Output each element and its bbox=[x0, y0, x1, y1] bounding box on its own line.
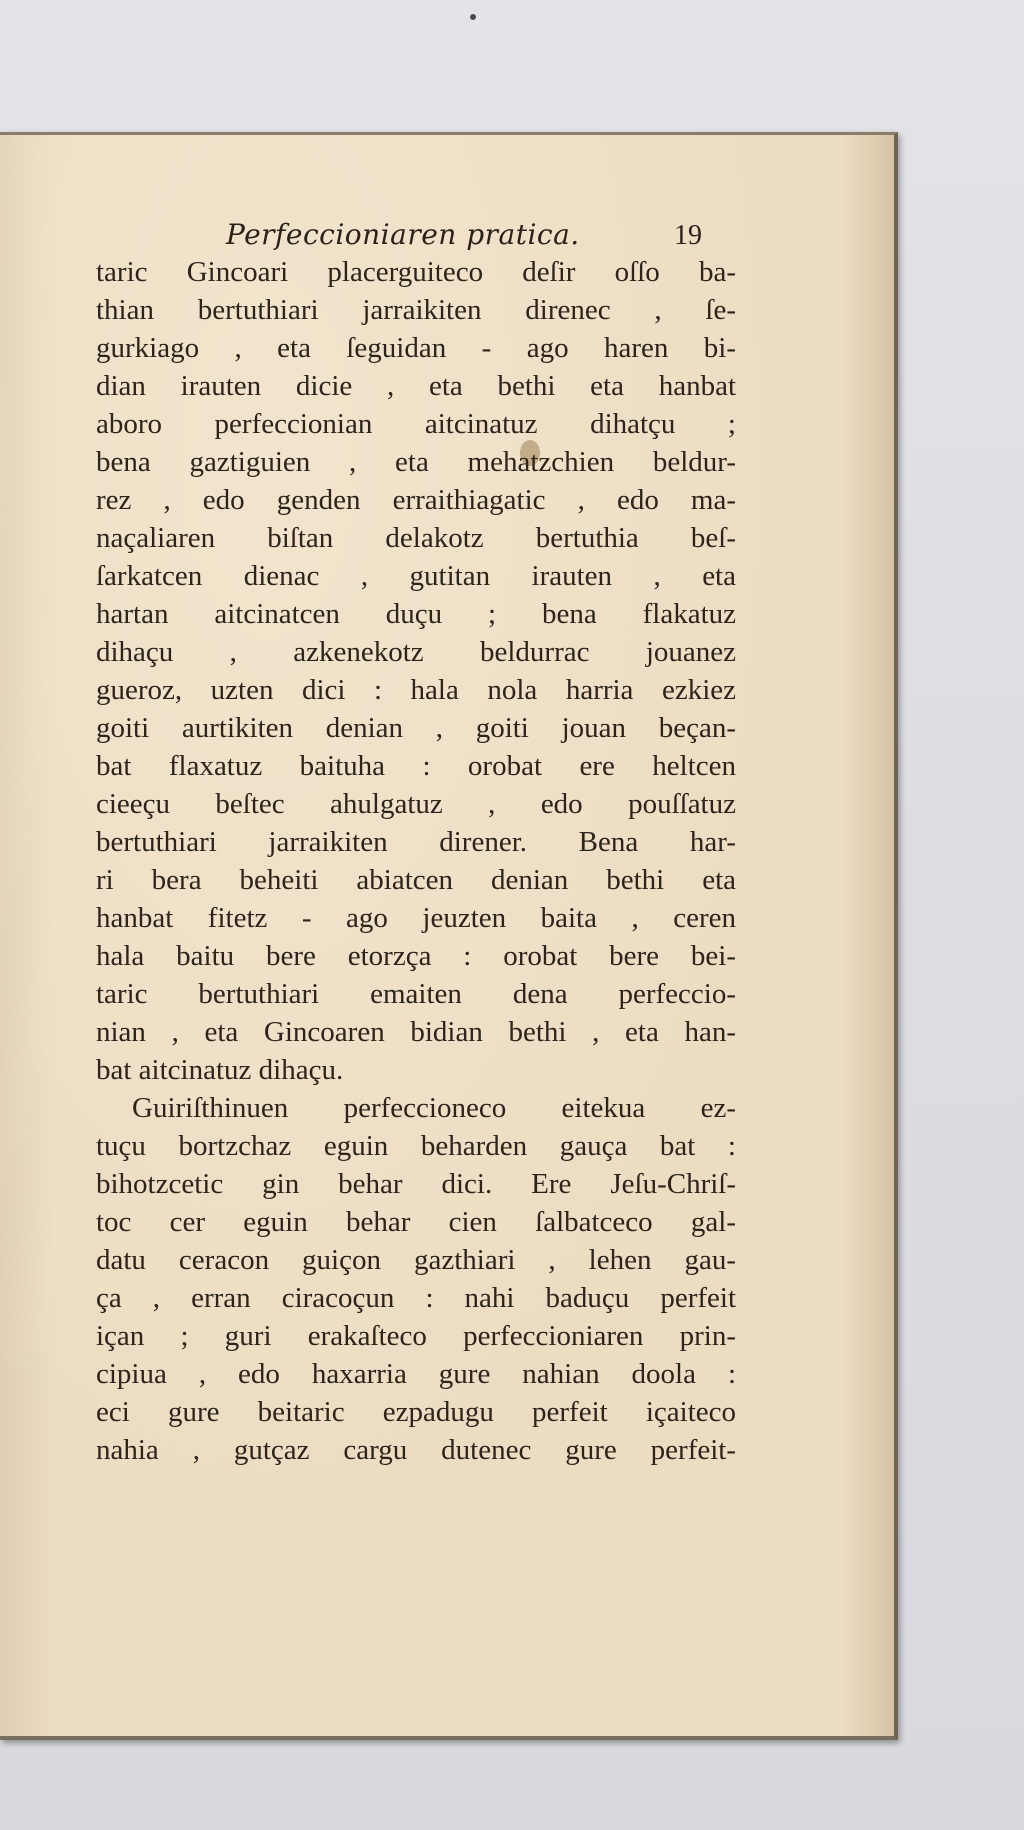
text-line: hartan aitcinatcen duçu ; bena flakatuz bbox=[96, 598, 736, 630]
body-text bbox=[96, 255, 736, 1505]
text-line: aboro perfeccionian aitcinatuz dihatçu ; bbox=[96, 408, 736, 440]
text-line: Guiriſthinuen perfeccioneco eitekua ez- bbox=[132, 1092, 736, 1124]
text-line: nian , eta Gincoaren bidian bethi , eta han- bbox=[96, 1016, 736, 1048]
text-line: tuçu bortzchaz eguin beharden gauça bat : bbox=[96, 1130, 736, 1162]
text-line: naçaliaren biſtan delakotz bertuthia beſ- bbox=[96, 522, 736, 554]
text-line: rez , edo genden erraithiagatic , edo ma- bbox=[96, 484, 736, 516]
text-line: nahia , gutçaz cargu dutenec gure perfeit- bbox=[96, 1434, 736, 1466]
text-line: bertuthiari jarraikiten direner. Bena har- bbox=[96, 826, 736, 858]
speck-mark bbox=[470, 14, 476, 20]
text-line: cipiua , edo haxarria gure nahian doola : bbox=[96, 1358, 736, 1390]
text-line: ri bera beheiti abiatcen denian bethi eta bbox=[96, 864, 736, 896]
text-line: gurkiago , eta ſeguidan - ago haren bi- bbox=[96, 332, 736, 364]
text-line: gueroz, uzten dici : hala nola harria ezkiez bbox=[96, 674, 736, 706]
text-line: taric bertuthiari emaiten dena perfeccio- bbox=[96, 978, 736, 1010]
text-line: taric Gincoari placerguiteco deſir oſſo ba- bbox=[96, 256, 736, 288]
text-line: bena gaztiguien , eta mehatzchien beldur- bbox=[96, 446, 736, 478]
page-number: 19 bbox=[674, 220, 702, 251]
text-line: ça , erran ciracoçun : nahi baduçu perfeit bbox=[96, 1282, 736, 1314]
text-line: goiti aurtikiten denian , goiti jouan beçan- bbox=[96, 712, 736, 744]
text-line: bat aitcinatuz dihaçu. bbox=[96, 1054, 344, 1086]
text-line: datu ceracon guiçon gazthiari , lehen gau- bbox=[96, 1244, 736, 1276]
text-line: toc cer eguin behar cien ſalbatceco gal- bbox=[96, 1206, 736, 1238]
text-line: thian bertuthiari jarraikiten direnec , ſe- bbox=[96, 294, 736, 326]
text-line: cieeçu beſtec ahulgatuz , edo pouſſatuz bbox=[96, 788, 736, 820]
running-title: Perfeccioniaren pratica. bbox=[226, 218, 580, 251]
text-line: dihaçu , azkenekotz beldurrac jouanez bbox=[96, 636, 736, 668]
text-line: dian irauten dicie , eta bethi eta hanbat bbox=[96, 370, 736, 402]
text-line: içan ; guri erakaſteco perfeccioniaren prin- bbox=[96, 1320, 736, 1352]
text-line: hala baitu bere etorzça : orobat bere bei- bbox=[96, 940, 736, 972]
text-line: bihotzcetic gin behar dici. Ere Jeſu-Chriſ- bbox=[96, 1168, 736, 1200]
text-line: hanbat fitetz - ago jeuzten baita , ceren bbox=[96, 902, 736, 934]
page-header bbox=[0, 218, 1024, 258]
text-line: ſarkatcen dienac , gutitan irauten , eta bbox=[96, 560, 736, 592]
text-line: eci gure beitaric ezpadugu perfeit içaiteco bbox=[96, 1396, 736, 1428]
text-line: bat flaxatuz baituha : orobat ere heltcen bbox=[96, 750, 736, 782]
